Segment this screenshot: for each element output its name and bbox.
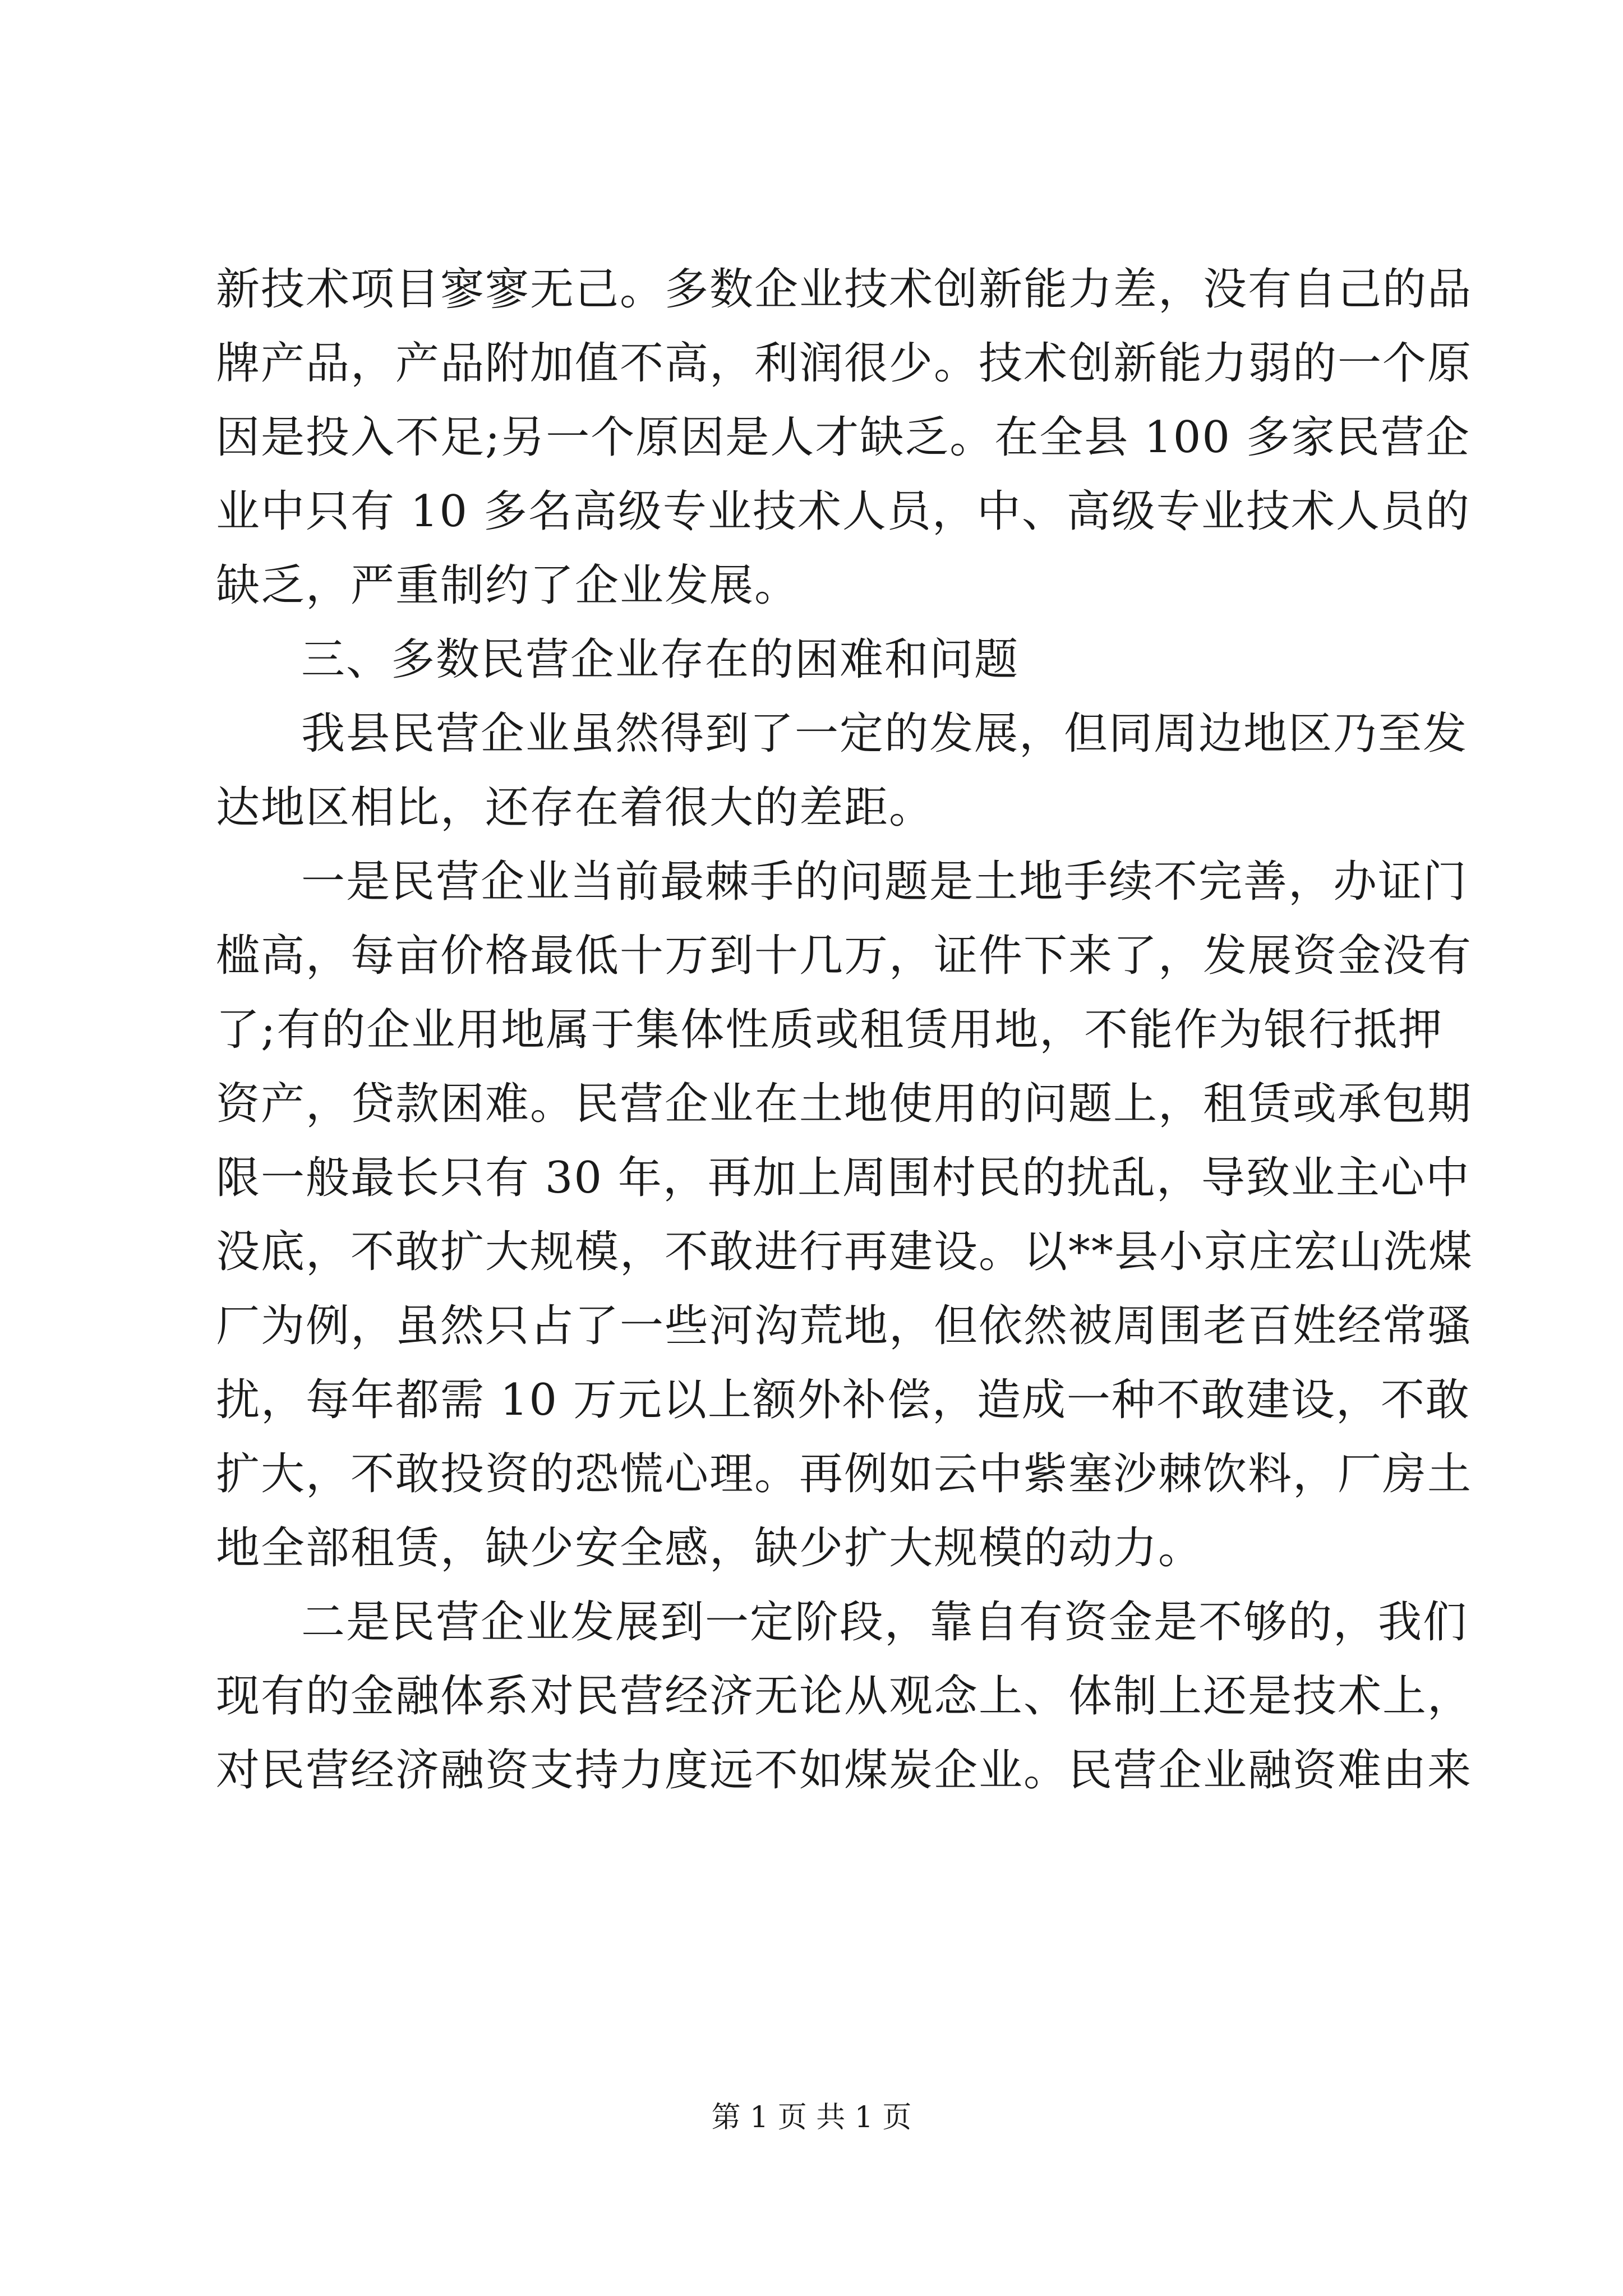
text-line: 二是民营企业发展到一定阶段，靠自有资金是不够的，我们 xyxy=(301,1597,1468,1648)
text-line: 扰，每年都需 10 万元以上额外补偿，造成一种不敢建设，不敢 xyxy=(216,1375,1470,1425)
text-line: 我县民营企业虽然得到了一定的发展，但同周边地区乃至发 xyxy=(301,708,1468,759)
text-line: 资产，贷款困难。民营企业在土地使用的问题上，租赁或承包期 xyxy=(216,1079,1473,1129)
text-line: 缺乏，严重制约了企业发展。 xyxy=(216,560,800,611)
page-number-footer: 第 1 页 共 1 页 xyxy=(711,2101,912,2134)
text-line: 因是投入不足;另一个原因是人才缺乏。在全县 100 多家民营企 xyxy=(216,412,1470,463)
text-line: 厂为例，虽然只占了一些河沟荒地，但依然被周围老百姓经常骚 xyxy=(216,1301,1473,1351)
text-line: 没底，不敢扩大规模，不敢进行再建设。以**县小京庄宏山洗煤 xyxy=(216,1227,1474,1277)
section-heading: 三、多数民营企业存在的困难和问题 xyxy=(301,634,1020,685)
text-line: 了;有的企业用地属于集体性质或租赁用地，不能作为银行抵押 xyxy=(216,1005,1444,1055)
text-line: 限一般最长只有 30 年，再加上周围村民的扰乱，导致业主心中 xyxy=(216,1153,1470,1203)
text-line: 达地区相比，还存在着很大的差距。 xyxy=(216,783,934,833)
text-line: 牌产品，产品附加值不高，利润很少。技术创新能力弱的一个原 xyxy=(216,338,1473,389)
text-line: 扩大，不敢投资的恐慌心理。再例如云中紫塞沙棘饮料，厂房土 xyxy=(216,1449,1473,1499)
document-body xyxy=(216,252,1474,1807)
text-line: 新技术项目寥寥无己。多数企业技术创新能力差，没有自己的品 xyxy=(216,264,1473,315)
text-line: 业中只有 10 多名高级专业技术人员，中、高级专业技术人员的 xyxy=(216,486,1470,537)
text-line: 现有的金融体系对民营经济无论从观念上、体制上还是技术上， xyxy=(216,1671,1473,1722)
text-line: 对民营经济融资支持力度远不如煤炭企业。民营企业融资难由来 xyxy=(216,1745,1473,1796)
text-line: 槛高，每亩价格最低十万到十几万，证件下来了，发展资金没有 xyxy=(216,931,1473,981)
text-line: 一是民营企业当前最棘手的问题是土地手续不完善，办证门 xyxy=(301,857,1468,907)
text-line: 地全部租赁，缺少安全感，缺少扩大规模的动力。 xyxy=(216,1523,1204,1573)
